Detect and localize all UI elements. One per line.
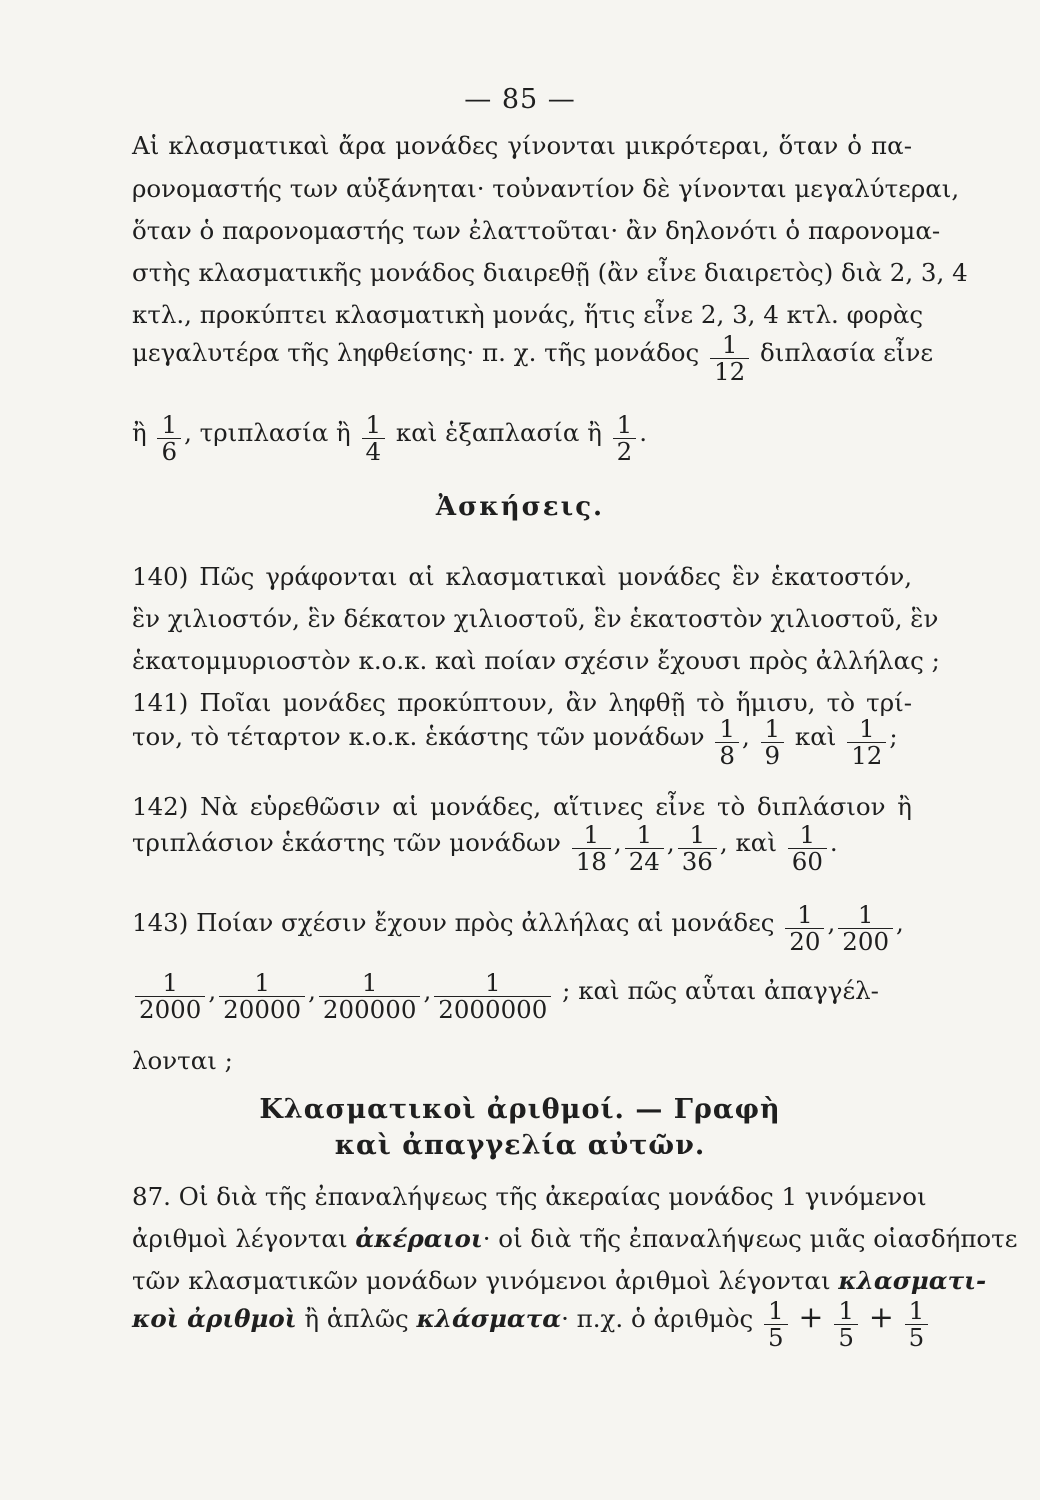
fraction-1-12 — [847, 716, 886, 769]
text-segment: ἢ ἁπλῶς — [304, 1304, 409, 1333]
fraction-1-8 — [715, 716, 739, 769]
text-segment: μεγαλυτέρα τῆς ληφθείσης· π. χ. τῆς μονάδος — [132, 338, 700, 367]
exercise-143-line: λονται ; — [132, 1046, 233, 1075]
numerator: 1 — [838, 1296, 854, 1325]
term-fractional: κλασματι- — [838, 1266, 987, 1295]
numerator: 1 — [768, 1296, 784, 1325]
numerator: 1 — [721, 330, 738, 359]
exercise-141-line-with-fractions — [132, 712, 912, 770]
fraction-1-6 — [157, 412, 181, 465]
numerator: 1 — [908, 1296, 925, 1325]
denominator: 20 — [785, 928, 824, 955]
text-segment: , — [308, 976, 316, 1005]
fraction-1-20 — [785, 902, 824, 955]
denominator: 18 — [572, 848, 611, 875]
fraction-1-2000 — [135, 970, 205, 1023]
term-integers: ἀκέραιοι — [355, 1224, 483, 1253]
denominator: 2 — [613, 438, 637, 465]
fraction-1-5 — [764, 1298, 788, 1351]
text-segment: 143) Ποίαν σχέσιν ἔχουν πρὸς ἀλλήλας αἱ μονάδες — [132, 908, 775, 937]
paragraph-line: στὴς κλασματικῆς μονάδος διαιρεθῇ (ἂν εἶνε διαιρετὸς) διὰ 2, 3, 4 — [132, 258, 968, 287]
denominator: 12 — [847, 742, 886, 769]
fraction-1-20000 — [219, 970, 305, 1023]
numerator: 1 — [161, 410, 178, 439]
numerator: 1 — [583, 820, 600, 849]
exercise-141-line: 141) Ποῖαι μονάδες προκύπτουν, ἂν ληφθῇ τὸ ἥμισυ, τὸ τρί- — [132, 688, 912, 717]
fraction-1-2 — [613, 412, 637, 465]
denominator: 9 — [761, 742, 785, 769]
exercise-140-line: ἑκατομμυριοστὸν κ.ο.κ. καὶ ποίαν σχέσιν ἔχουσι πρὸς ἀλλήλας ; — [132, 646, 940, 675]
paragraph-87-line — [132, 1264, 987, 1298]
exercise-142-line: 142) Νὰ εὑρεθῶσιν αἱ μονάδες, αἵτινες εἶνε τὸ διπλάσιον ἢ — [132, 792, 912, 821]
numerator: 1 — [858, 714, 875, 743]
exercise-142-line-with-fractions — [132, 818, 912, 876]
plus-sign: + — [798, 1300, 824, 1335]
text-segment: , τριπλασία ἢ — [184, 418, 351, 447]
denominator: 200 — [838, 928, 893, 955]
denominator: 20000 — [219, 996, 305, 1023]
text-segment: . — [829, 828, 838, 857]
text-segment: ἀριθμοὶ λέγονται — [132, 1224, 348, 1253]
paragraph-line-with-fractions — [132, 408, 912, 466]
text-segment: ; — [889, 722, 898, 751]
exercise-140-line: ἓν χιλιοστόν, ἓν δέκατον χιλιοστοῦ, ἓν ἑκατοστὸν χιλιοστοῦ, ἓν — [132, 604, 939, 633]
text-segment: ἢ — [132, 418, 147, 447]
text-segment: τριπλάσιον ἑκάστης τῶν μονάδων — [132, 828, 561, 857]
paragraph-line: ὅταν ὁ παρονομαστής των ἐλαττοῦται· ἂν δηλονότι ὁ παρονομα- — [132, 216, 941, 245]
paragraph-line: Αἱ κλασματικαὶ ἄρα μονάδες γίνονται μικρότεραι, ὅταν ὁ πα- — [132, 131, 912, 160]
denominator: 36 — [678, 848, 717, 875]
denominator: 6 — [157, 438, 181, 465]
fraction-1-24 — [625, 822, 664, 875]
fraction-1-5 — [834, 1298, 858, 1351]
numerator: 1 — [485, 968, 501, 997]
text-segment: τῶν κλασματικῶν μονάδων γινόμενοι ἀριθμοὶ λέγονται — [132, 1266, 831, 1295]
denominator: 60 — [788, 848, 827, 875]
denominator: 5 — [834, 1324, 858, 1351]
text-segment: . — [639, 418, 648, 447]
denominator: 12 — [710, 358, 749, 385]
denominator: 2000 — [135, 996, 205, 1023]
text-segment: , — [208, 976, 217, 1005]
fraction-1-200 — [838, 902, 893, 955]
paragraph-line: κτλ., προκύπτει κλασματικὴ μονάς, ἥτις εἶνε 2, 3, 4 κτλ. φορὰς — [132, 300, 924, 329]
fraction-1-12 — [710, 332, 749, 385]
fraction-1-18 — [572, 822, 611, 875]
text-segment: , — [423, 976, 432, 1005]
paragraph-87-line: 87. Οἱ διὰ τῆς ἐπαναλήψεως τῆς ἀκεραίας μονάδος 1 γινόμενοι — [132, 1182, 927, 1211]
exercise-143-line-with-fractions — [132, 966, 912, 1024]
denominator: 4 — [362, 438, 386, 465]
numerator: 1 — [764, 714, 781, 743]
numerator: 1 — [365, 410, 382, 439]
numerator: 1 — [689, 820, 706, 849]
numerator: 1 — [797, 900, 813, 929]
text-segment: καὶ ἑξαπλασία ἢ — [395, 418, 602, 447]
text-segment: · οἱ διὰ τῆς ἐπαναλήψεως μιᾶς οἱασδήποτε — [482, 1224, 1018, 1253]
text-segment: , — [613, 828, 622, 857]
fraction-1-2000000 — [434, 970, 551, 1023]
text-segment: , — [896, 908, 904, 937]
text-segment: διπλασία εἶνε — [760, 338, 934, 367]
text-segment: , — [741, 722, 750, 751]
numerator: 1 — [361, 968, 378, 997]
exercises-heading: Ἀσκήσεις. — [435, 492, 605, 522]
page-number: — 85 — — [464, 84, 576, 115]
exercise-143-line-with-fractions — [132, 898, 912, 956]
exercise-140-line: 140) Πῶς γράφονται αἱ κλασματικαὶ μονάδες ἓν ἑκατοστόν, — [132, 562, 912, 591]
text-segment: , — [666, 828, 675, 857]
term-fractions: κλάσματα — [416, 1304, 562, 1333]
numerator: 1 — [799, 820, 816, 849]
fraction-1-60 — [788, 822, 827, 875]
text-segment: , — [827, 908, 836, 937]
numerator: 1 — [857, 900, 874, 929]
term-fractional-numbers: κοὶ ἀριθμοὶ — [132, 1304, 297, 1333]
section-heading-line: καὶ ἀπαγγελία αὐτῶν. — [334, 1130, 706, 1161]
fraction-1-5 — [905, 1298, 929, 1351]
denominator: 24 — [625, 848, 664, 875]
numerator: 1 — [254, 968, 270, 997]
text-segment: καὶ — [794, 722, 837, 751]
paragraph-87-line — [132, 1222, 1018, 1256]
denominator: 2000000 — [434, 996, 551, 1023]
fraction-1-200000 — [319, 970, 421, 1023]
paragraph-line: ρονομαστής των αὐξάνηται· τοὐναντίον δὲ γίνονται μεγαλύτεραι, — [132, 174, 960, 203]
fraction-1-9 — [761, 716, 785, 769]
numerator: 1 — [719, 714, 735, 743]
text-segment: ; καὶ πῶς αὗται ἀπαγγέλ- — [562, 976, 879, 1005]
numerator: 1 — [616, 410, 633, 439]
paragraph-87-line-with-fractions — [132, 1294, 925, 1352]
fraction-1-4 — [362, 412, 386, 465]
fraction-1-36 — [678, 822, 717, 875]
denominator: 8 — [715, 742, 739, 769]
paragraph-line-with-fraction — [132, 328, 934, 386]
denominator: 5 — [905, 1324, 929, 1351]
text-segment: καὶ — [735, 828, 777, 857]
text-segment: · π.χ. ὁ ἀριθμὸς — [561, 1304, 754, 1333]
text-segment: τον, τὸ τέταρτον κ.ο.κ. ἑκάστης τῶν μονάδων — [132, 722, 705, 751]
numerator: 1 — [636, 820, 653, 849]
denominator: 200000 — [319, 996, 421, 1023]
plus-sign: + — [868, 1300, 894, 1335]
denominator: 5 — [764, 1324, 788, 1351]
text-segment: , — [719, 828, 728, 857]
section-heading-line: Κλασματικοὶ ἀριθμοί. — Γραφὴ — [259, 1094, 781, 1125]
numerator: 1 — [162, 968, 178, 997]
